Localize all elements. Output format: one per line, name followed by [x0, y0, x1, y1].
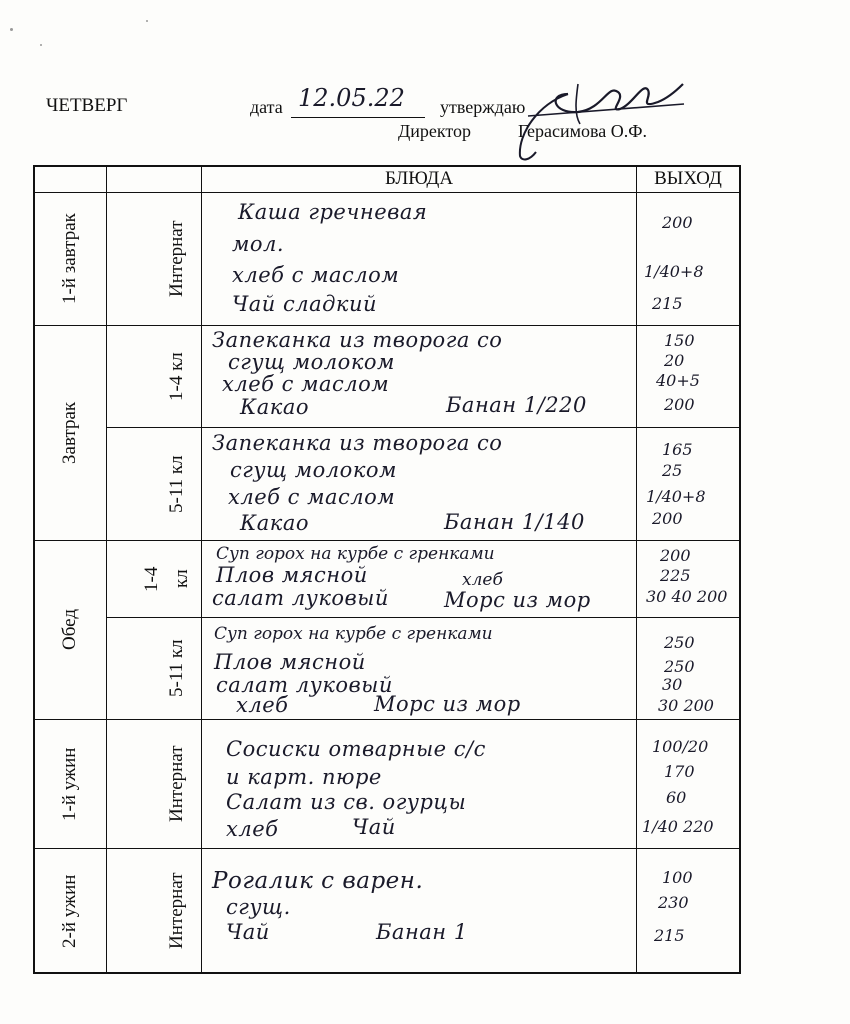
output-value: 25 — [662, 461, 683, 480]
director-signature — [508, 64, 688, 164]
output-value: 100 — [662, 868, 693, 887]
column-header-output: ВЫХОД — [654, 168, 722, 189]
output-value: 200 — [660, 546, 691, 565]
group-label-boarding: Интернат — [166, 872, 187, 950]
dish-line: Каша гречневая — [238, 200, 428, 224]
output-value: 170 — [664, 762, 695, 781]
scan-speck — [10, 28, 13, 31]
scan-speck — [40, 44, 42, 46]
output-value: 165 — [662, 440, 693, 459]
meal-label-dinner-1: 1-й ужин — [59, 747, 80, 821]
output-value: 20 — [664, 351, 685, 370]
group-label-boarding: Интернат — [166, 220, 187, 298]
output-value: 1/40 220 — [642, 817, 714, 836]
dish-line: Суп горох на курбе с гренками — [214, 624, 493, 644]
column-header-dishes: БЛЮДА — [384, 168, 454, 189]
dish-line: сгущ молоком — [228, 350, 395, 374]
output-value: 250 — [664, 633, 695, 652]
output-value: 230 — [658, 893, 689, 912]
dish-line: салат луковый — [212, 586, 389, 610]
meal-label-breakfast-1: 1-й завтрак — [59, 213, 80, 305]
dish-line: хлеб с маслом — [228, 485, 396, 509]
output-value: 200 — [652, 509, 683, 528]
group-label-grades-5-11: 5-11 кл — [166, 455, 187, 513]
dish-line: Суп горох на курбе с гренками — [216, 544, 495, 564]
dish-line: Запеканка из творога со — [212, 328, 503, 352]
output-value: 1/40+8 — [644, 262, 704, 281]
dish-line: сгущ. — [226, 895, 291, 919]
output-value: 250 — [664, 657, 695, 676]
output-value: 215 — [652, 294, 683, 313]
dish-line-extra: Чай — [352, 815, 396, 839]
dish-line: Сосиски отварные с/с — [226, 737, 486, 761]
meal-label-lunch: Обед — [59, 609, 80, 651]
output-value: 30 40 200 — [646, 587, 728, 606]
dish-line: хлеб — [236, 693, 289, 717]
output-value: 150 — [664, 331, 695, 350]
dish-line: Чай — [226, 920, 270, 944]
dish-line-bread: хлеб — [462, 570, 503, 590]
output-value: 215 — [654, 926, 685, 945]
dish-line-extra: Банан 1/220 — [446, 393, 587, 417]
group-label-grades-1-4: 1-4 кл — [166, 352, 187, 401]
dish-line-extra: Морс из мор — [444, 588, 591, 612]
dish-line: хлеб с маслом — [232, 263, 400, 287]
group-label-boarding: Интернат — [166, 745, 187, 823]
group-label-grades-5-11: 5-11 кл — [166, 639, 187, 698]
output-value: 30 — [662, 675, 683, 694]
dish-line: Какао — [240, 395, 309, 419]
meal-label-dinner-2: 2-й ужин — [59, 874, 80, 948]
dish-line-extra: Банан 1/140 — [444, 510, 585, 534]
dish-line-extra: Морс из мор — [374, 692, 521, 716]
output-value: 225 — [660, 566, 691, 585]
dish-line-extra: Банан 1 — [376, 920, 468, 944]
output-value: 100/20 — [652, 737, 709, 756]
output-value: 200 — [662, 213, 693, 232]
output-value: 40+5 — [656, 371, 700, 390]
output-value: 1/40+8 — [646, 487, 706, 506]
date-value: 12.05.22 — [298, 84, 405, 112]
group-label-class: кл — [171, 569, 192, 589]
date-underline — [291, 117, 425, 118]
dish-line: хлеб с маслом — [222, 372, 390, 396]
approve-label: утверждаю — [440, 97, 526, 117]
dish-line: Рогалик с варен. — [212, 868, 424, 894]
group-label-grades-1-4: 1-4 — [141, 566, 162, 592]
dish-line: салат луковый — [216, 673, 393, 697]
director-name: Герасимова О.Ф. — [518, 121, 647, 141]
meal-label-breakfast: Завтрак — [59, 401, 80, 465]
output-value: 200 — [664, 395, 695, 414]
director-label: Директор — [398, 121, 472, 141]
dish-line: Запеканка из творога со — [212, 431, 503, 455]
dish-line: хлеб — [226, 817, 279, 841]
dish-line: Плов мясной — [214, 650, 366, 674]
day-title: ЧЕТВЕРГ — [46, 95, 128, 116]
dish-line: мол. — [232, 232, 285, 256]
output-value: 30 200 — [658, 696, 714, 715]
dish-line: сгущ молоком — [230, 458, 397, 482]
dish-line: Какао — [240, 511, 309, 535]
output-value: 60 — [666, 788, 687, 807]
scan-speck — [146, 20, 148, 22]
dish-line: Плов мясной — [216, 563, 368, 587]
date-label: дата — [250, 97, 283, 117]
dish-line: Чай сладкий — [232, 292, 378, 316]
dish-line: и карт. пюре — [226, 765, 382, 789]
dish-line: Салат из св. огурцы — [226, 790, 467, 814]
